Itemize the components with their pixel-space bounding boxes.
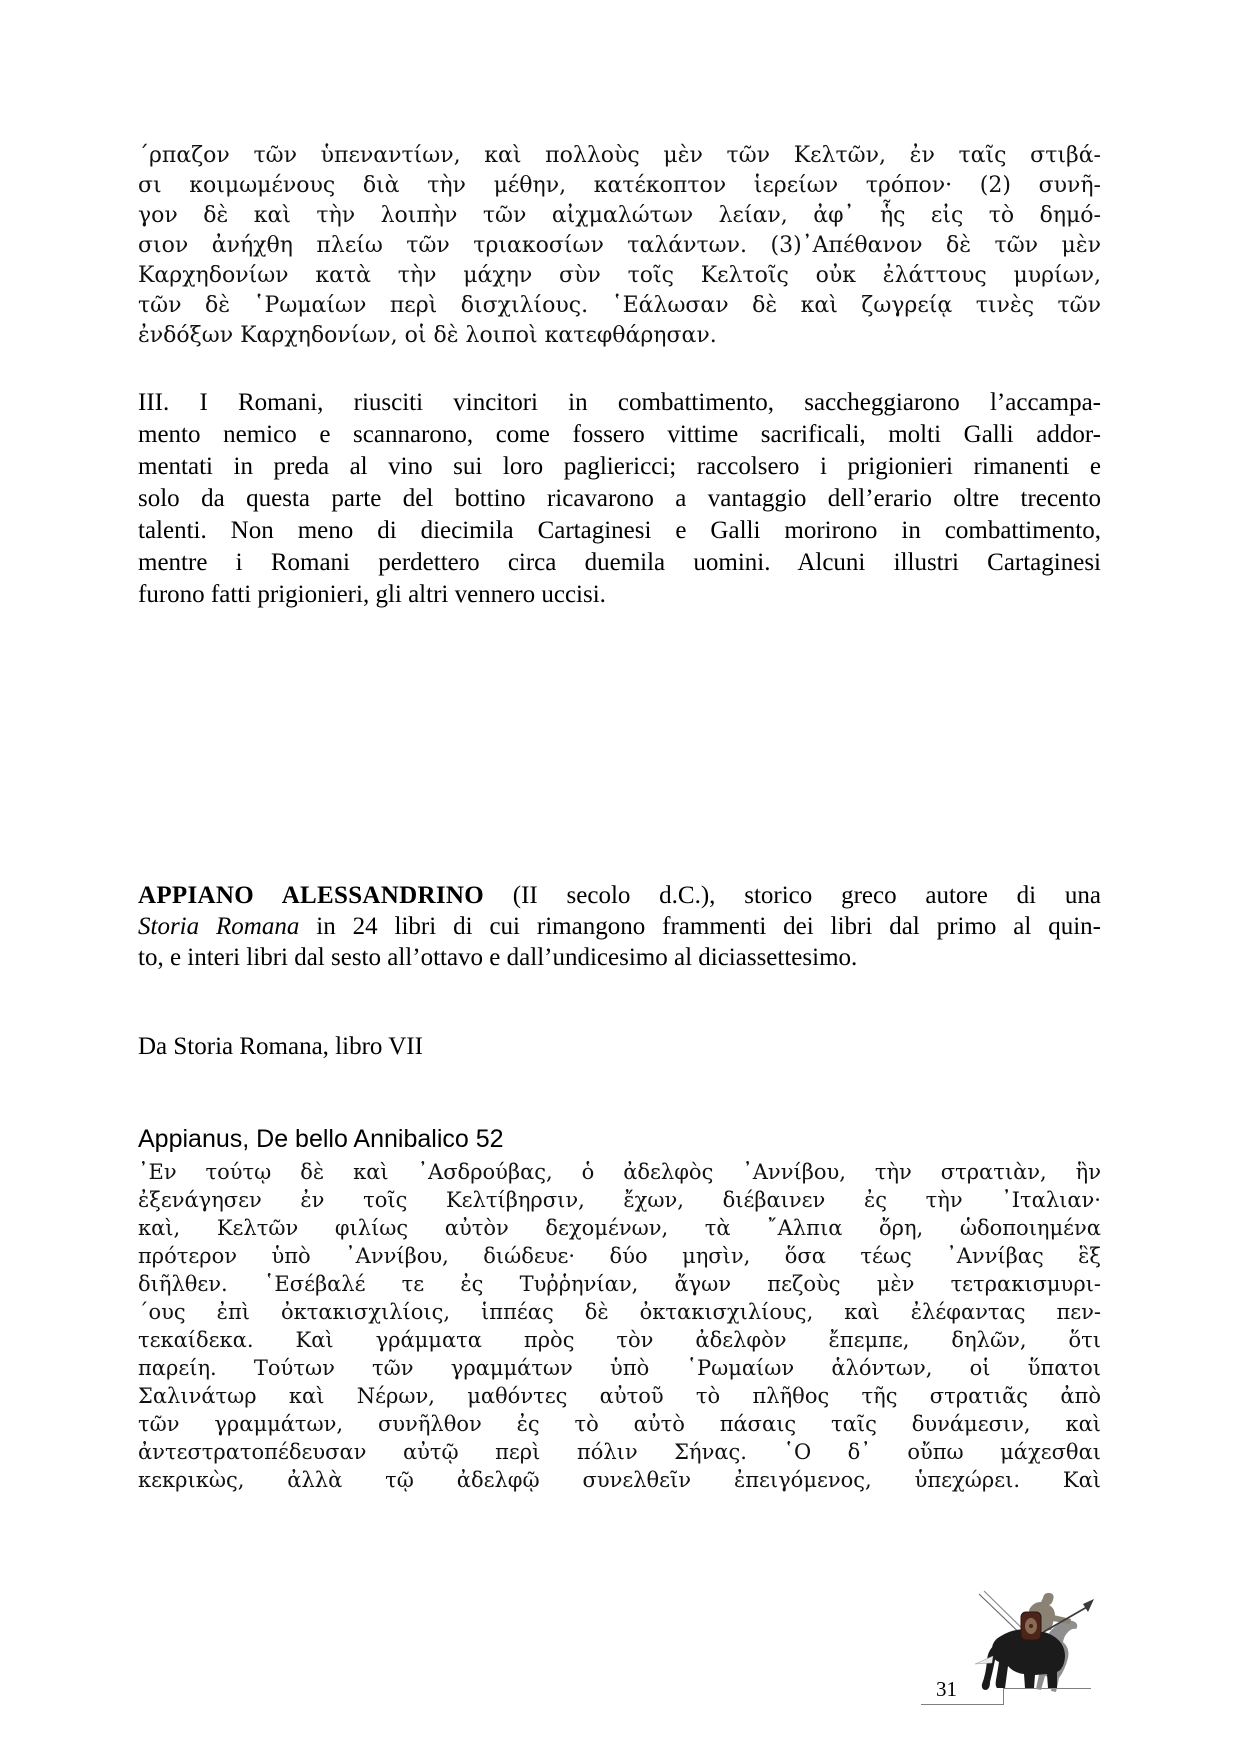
text-line: ᾿Εν τούτῳ δὲ καὶ ᾿Ασδρούβας, ὁ ἀδελφὸς ᾿Αννίβου, τὴν στρατιὰν, ἣν	[138, 1160, 1101, 1184]
subheading-appianus-citation: Appianus, De bello Annibalico 52	[138, 1125, 504, 1153]
text-line: mentati in preda al vino sui loro pagliericci; raccolsero i prigionieri rimanenti e	[138, 453, 1101, 480]
author-name: APPIANO ALESSANDRINO	[138, 882, 484, 909]
text-line: κεκρικὼς, ἀλλὰ τῷ ἀδελφῷ συνελθεῖν ἐπειγόμενος, ὑπεχώρει. Καὶ	[138, 1468, 1101, 1492]
text-line: διῆλθεν. ῾Εσέβαλέ τε ἐς Τυῤῥηνίαν, ἄγων πεζοὺς μὲν τετρακισμυρι-	[138, 1272, 1101, 1296]
text-line: παρείη. Τούτων τῶν γραμμάτων ὑπὸ ῾Ρωμαίων ἁλόντων, οἱ ὕπατοι	[138, 1356, 1101, 1380]
text-line: mento nemico e scannarono, come fossero vittime sacrificali, molti Galli addor-	[138, 421, 1101, 448]
text-line: γον δὲ καὶ τὴν λοιπὴν τῶν αἰχμαλώτων λείαν, ἀφ᾽ ἧς εἰς τὸ δημό-	[138, 203, 1101, 228]
text-line: to, e interi libri dal sesto all’ottavo e dall’undicesimo al diciassettesimo.	[138, 944, 858, 971]
text-line	[138, 911, 1101, 942]
text-line: solo da questa parte del bottino ricavarono a vantaggio dell’erario oltre trecento	[138, 485, 1101, 512]
text-line: τῶν δὲ ῾Ρωμαίων περὶ δισχιλίους. ῾Εάλωσαν δὲ καὶ ζωγρείᾳ τινὲς τῶν	[138, 293, 1101, 318]
war-elephant-illustration	[973, 1586, 1098, 1704]
subheading-storia-romana: Da Storia Romana, libro VII	[138, 1033, 423, 1060]
text-line: mentre i Romani perdettero circa duemila uomini. Alcuni illustri Cartaginesi	[138, 549, 1101, 576]
page-number: 31	[936, 1677, 957, 1701]
text-line: ΄ρπαζον τῶν ὑπεναντίων, καὶ πολλοὺς μὲν τῶν Κελτῶν, ἐν ταῖς στιβά-	[138, 143, 1101, 168]
elephant-tusk	[975, 1656, 993, 1664]
text-line: καὶ, Κελτῶν φιλίως αὐτὸν δεχομένων, τὰ ῎Αλπια ὄρη, ὡδοποιημένα	[138, 1216, 1101, 1240]
text-line: πρότερον ὑπὸ ᾿Αννίβου, διώδευε· δύο μησὶν, ὅσα τέως ᾿Αννίβας ἓξ	[138, 1244, 1101, 1268]
text-line: ἀντεστρατοπέδευσαν αὐτῷ περὶ πόλιν Σήνας. ῾Ο δ᾽ οὔπω μάχεσθαι	[138, 1440, 1101, 1464]
text-line: ἐνδόξων Καρχηδονίων, οἱ δὲ λοιποὶ κατεφθάρησαν.	[138, 323, 717, 348]
text-line: talenti. Non meno di diecimila Cartaginesi e Galli morirono in combattimento,	[138, 517, 1101, 544]
text-line: ἐξενάγησεν ἐν τοῖς Κελτίβηρσιν, ἔχων, διέβαινεν ἐς τὴν ᾿Ιταλιαν·	[138, 1188, 1101, 1212]
text-line	[138, 880, 1101, 911]
greek-passage-2	[138, 1158, 1101, 1494]
text-line: Καρχηδονίων κατὰ τὴν μάχην σὺν τοῖς Κελτοῖς οὐκ ἐλάττους μυρίων,	[138, 263, 1101, 288]
intro-line2-rest: in 24 libri di cui rimangono frammenti dei libri dal primo al quin-	[299, 913, 1101, 940]
text-line: ΄ους ἐπὶ ὀκτακισχιλίοις, ἱππέας δὲ ὀκτακισχιλίους, καὶ ἐλέφαντας πεν-	[138, 1300, 1101, 1324]
italian-translation-paragraph	[138, 387, 1101, 611]
text-line: τῶν γραμμάτων, συνῆλθον ἐς τὸ αὐτὸ πάσαις ταῖς δυνάμεσιν, καὶ	[138, 1412, 1101, 1436]
intro-line1-rest: (II secolo d.C.), storico greco autore di una	[483, 882, 1101, 909]
greek-passage-1	[138, 141, 1101, 351]
author-intro-paragraph	[138, 880, 1101, 973]
text-line: Σαλινάτωρ καὶ Νέρων, μαθόντες αὐτοῦ τὸ πλῆθος τῆς στρατιᾶς ἀπὸ	[138, 1384, 1101, 1408]
shield-icon	[1021, 1612, 1041, 1640]
text-line: τεκαίδεκα. Καὶ γράμματα πρὸς τὸν ἀδελφὸν ἔπεμπε, δηλῶν, ὅτι	[138, 1328, 1101, 1352]
text-line: furono fatti prigionieri, gli altri vennero uccisi.	[138, 581, 606, 608]
text-line: III. I Romani, riusciti vincitori in combattimento, saccheggiarono l’accampa-	[138, 389, 1101, 416]
text-line: σιον ἀνήχθη πλείω τῶν τριακοσίων ταλάντων. (3)᾿Απέθανον δὲ τῶν μὲν	[138, 233, 1101, 258]
work-title: Storia Romana	[138, 913, 300, 940]
footer-rule-lower	[921, 1704, 1004, 1705]
text-line: σι κοιμωμένους διὰ τὴν μέθην, κατέκοπτον ἱερείων τρόπον· (2) συνῆ-	[138, 173, 1101, 198]
